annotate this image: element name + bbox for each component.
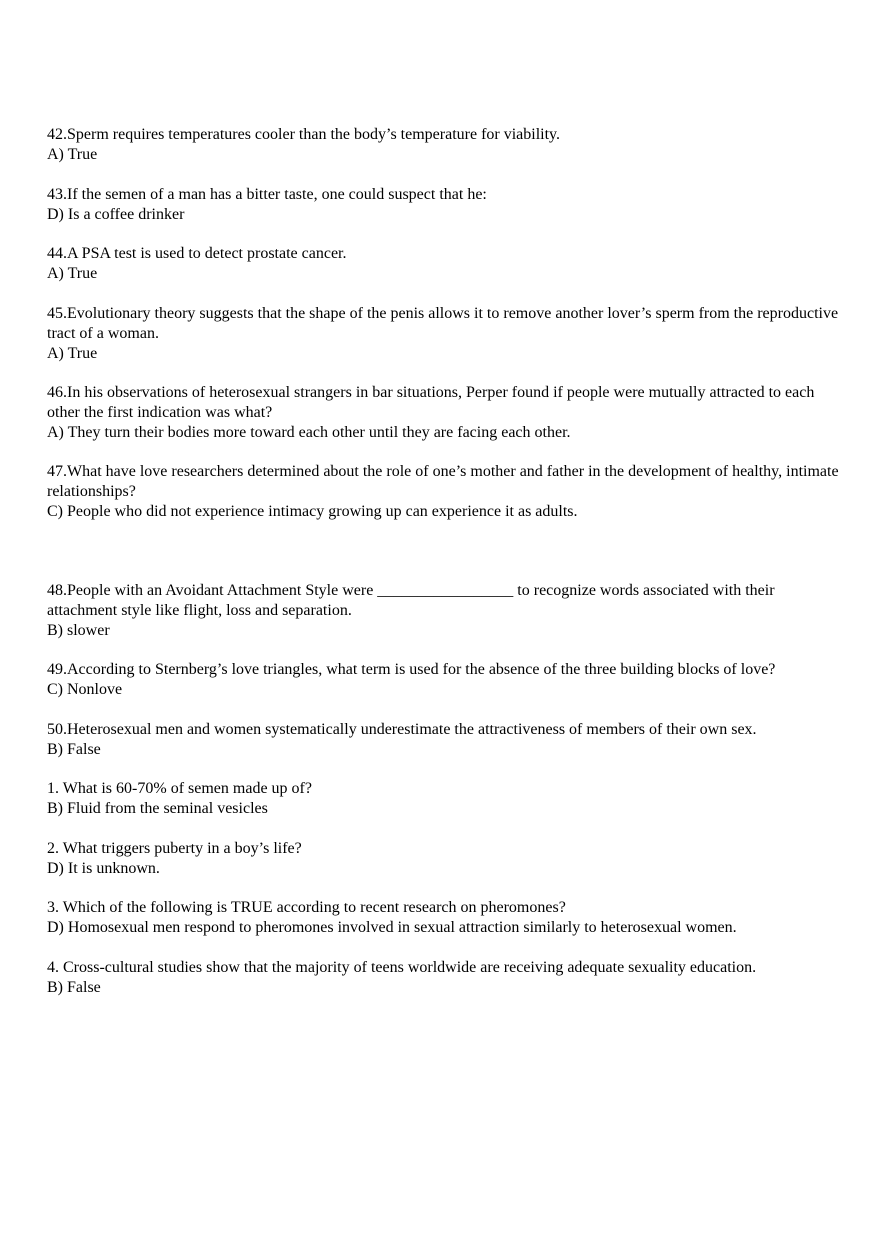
answer-text: A) True	[47, 146, 98, 163]
question-block-50	[47, 720, 847, 760]
answer-text: A) They turn their bodies more toward each other until they are facing each other.	[47, 424, 571, 441]
answer-text: B) False	[47, 979, 101, 996]
question-block-3	[47, 898, 847, 938]
question-text: 47.What have love researchers determined about the role of one’s mother and father in the development of healthy, intimate relationships?	[47, 463, 839, 500]
answer-text: A) True	[47, 345, 98, 362]
question-block-2	[47, 839, 847, 879]
question-block-43	[47, 185, 847, 225]
question-text: 43.If the semen of a man has a bitter taste, one could suspect that he:	[47, 186, 487, 203]
question-block-44	[47, 244, 847, 284]
question-text: 48.People with an Avoidant Attachment Style were _________________ to recognize words associated with their attachment style like flight, loss and separation.	[47, 582, 775, 619]
question-block-47	[47, 462, 847, 522]
question-text: 49.According to Sternberg’s love triangles, what term is used for the absence of the three building blocks of love?	[47, 661, 776, 678]
question-text: 45.Evolutionary theory suggests that the shape of the penis allows it to remove another lover’s sperm from the reproductive tract of a woman.	[47, 305, 839, 342]
question-block-1	[47, 779, 847, 819]
answer-text: B) slower	[47, 622, 110, 639]
answer-text: C) People who did not experience intimacy growing up can experience it as adults.	[47, 503, 578, 520]
question-text: 3. Which of the following is TRUE according to recent research on pheromones?	[47, 899, 566, 916]
question-block-46	[47, 383, 847, 443]
answer-text: B) Fluid from the seminal vesicles	[47, 800, 268, 817]
question-text: 42.Sperm requires temperatures cooler than the body’s temperature for viability.	[47, 126, 561, 143]
question-text: 44.A PSA test is used to detect prostate cancer.	[47, 245, 347, 262]
question-text: 46.In his observations of heterosexual strangers in bar situations, Perper found if people were mutually attracted to each other the first indication was what?	[47, 384, 815, 421]
question-block-42	[47, 125, 847, 165]
answer-text: B) False	[47, 741, 101, 758]
question-text: 1. What is 60-70% of semen made up of?	[47, 780, 312, 797]
question-text: 2. What triggers puberty in a boy’s life?	[47, 840, 302, 857]
question-block-48	[47, 581, 847, 641]
answer-text: D) It is unknown.	[47, 860, 160, 877]
answer-text: D) Is a coffee drinker	[47, 206, 185, 223]
question-block-49	[47, 660, 847, 700]
question-text: 50.Heterosexual men and women systematically underestimate the attractiveness of members of their own sex.	[47, 721, 757, 738]
answer-text: C) Nonlove	[47, 681, 123, 698]
question-block-45	[47, 304, 847, 364]
answer-text: D) Homosexual men respond to pheromones involved in sexual attraction similarly to heterosexual women.	[47, 919, 737, 936]
question-text: 4. Cross-cultural studies show that the majority of teens worldwide are receiving adequate sexuality education.	[47, 959, 757, 976]
answer-text: A) True	[47, 265, 98, 282]
question-block-4	[47, 958, 847, 998]
